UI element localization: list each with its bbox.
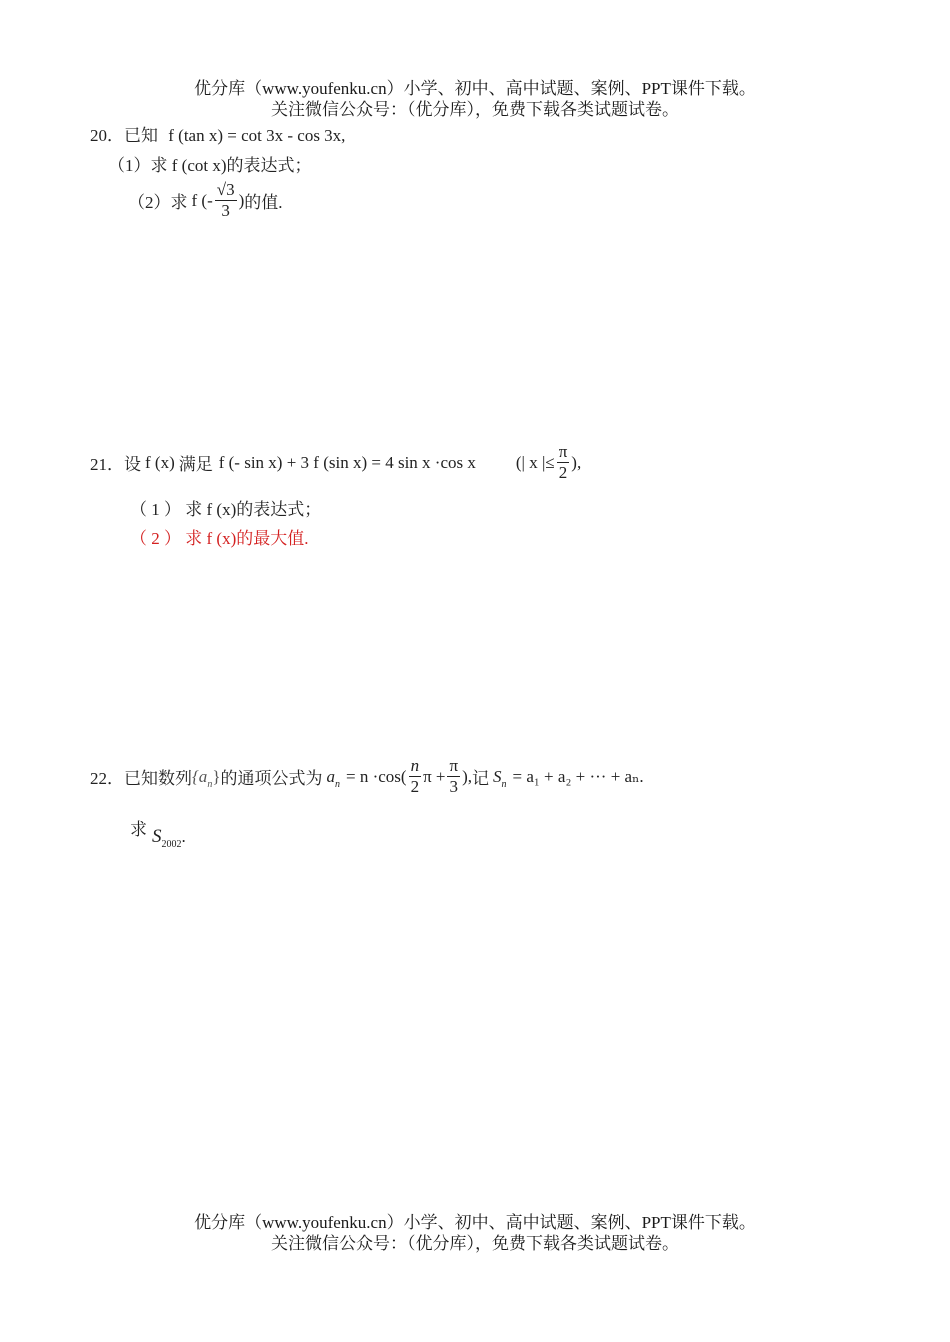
close-paren: ), <box>462 766 472 786</box>
part-tail: 的值. <box>244 193 283 212</box>
part-label: （ 1 ） 求 <box>130 500 203 519</box>
part-formula-f: f (- <box>191 190 213 210</box>
s-dot: . <box>181 827 186 846</box>
condition-close: ), <box>571 452 582 472</box>
plus-pi: π + <box>423 766 446 786</box>
stem-text: 设 <box>124 455 141 474</box>
stem-fx: f (x) <box>145 452 175 472</box>
s-2002 <box>152 826 186 848</box>
part-tail: 的最大值. <box>236 529 309 548</box>
fraction-n-over-2 <box>409 756 422 797</box>
fraction-denominator: 3 <box>221 201 230 220</box>
stem-text: 的通项公式为 <box>220 769 323 788</box>
question-20-part-2 <box>128 180 283 221</box>
seq-a: {a <box>192 766 208 786</box>
condition-open: (| x |≤ <box>515 452 555 472</box>
question-number: 22． <box>90 769 124 788</box>
part-tail: 的表达式； <box>236 500 322 519</box>
question-21-part-2 <box>130 524 308 549</box>
stem-text: 已知 <box>124 126 158 145</box>
stem-text: 已知数列 <box>124 769 192 788</box>
fraction-sqrt3-over-3 <box>215 180 237 221</box>
fraction-numerator: π <box>558 442 568 461</box>
header-line-1: 优分库（www.youfenku.cn）小学、初中、高中试题、案例、PPT课件下载。 <box>194 79 756 98</box>
fraction-denominator: 2 <box>558 463 568 482</box>
ask-text: 求 <box>130 820 147 839</box>
seq-sub: n <box>207 778 213 790</box>
part-label: （2）求 <box>128 193 188 212</box>
fraction-pi-over-3 <box>447 756 460 797</box>
footer-line-1: 优分库（www.youfenku.cn）小学、初中、高中试题、案例、PPT课件下载。 <box>194 1213 756 1232</box>
fraction-denominator: 3 <box>449 777 459 796</box>
part-formula: f (x) <box>206 529 237 548</box>
question-number: 21． <box>90 455 124 474</box>
question-22-stem <box>90 756 644 797</box>
s-sub: n <box>501 778 507 790</box>
stem-text: 记 <box>472 769 489 788</box>
fraction-numerator: √3 <box>216 180 235 199</box>
question-20-stem <box>90 121 345 146</box>
question-22-ask <box>130 815 147 840</box>
s-n <box>493 766 507 790</box>
s-sub: 2002 <box>161 839 182 850</box>
part-label: （ 2 ） 求 <box>130 529 203 548</box>
header-line-2: 关注微信公众号：（优分库），免费下载各类试题试卷。 <box>271 100 679 119</box>
fraction-numerator: n <box>410 756 420 775</box>
part-formula: f (cot x) <box>171 156 227 175</box>
s-symbol: S <box>493 766 502 786</box>
stem-formula: f (tan x) = cot 3x - cos 3x, <box>168 126 346 145</box>
stem-text: 满足 <box>178 455 213 474</box>
question-21-stem <box>90 442 581 483</box>
s-symbol: S <box>152 826 162 847</box>
stem-formula: f (- sin x) + 3 f (sin x) = 4 sin x ·cos x <box>218 452 476 472</box>
a-n <box>326 766 340 790</box>
fraction-numerator: π <box>449 756 459 775</box>
question-number: 20． <box>90 126 124 145</box>
a-sub: n <box>334 778 340 790</box>
seq-close: } <box>212 766 221 786</box>
fraction-pi-over-2 <box>557 442 570 483</box>
question-20-part-1 <box>108 151 312 176</box>
sum-formula: = a₁ + a₂ + ··· + aₙ. <box>512 766 644 786</box>
question-21-part-1 <box>130 495 321 520</box>
part-tail: 的表达式； <box>226 156 312 175</box>
equals-n-cos: = n ·cos( <box>345 766 407 786</box>
part-formula: f (x) <box>206 500 237 519</box>
part-formula-close: ) <box>238 190 245 210</box>
sequence-notation <box>192 766 221 790</box>
footer-line-2: 关注微信公众号：（优分库），免费下载各类试题试卷。 <box>271 1234 679 1253</box>
part-label: （1）求 <box>108 156 168 175</box>
fraction-denominator: 2 <box>410 777 420 796</box>
a-symbol: a <box>326 766 335 786</box>
